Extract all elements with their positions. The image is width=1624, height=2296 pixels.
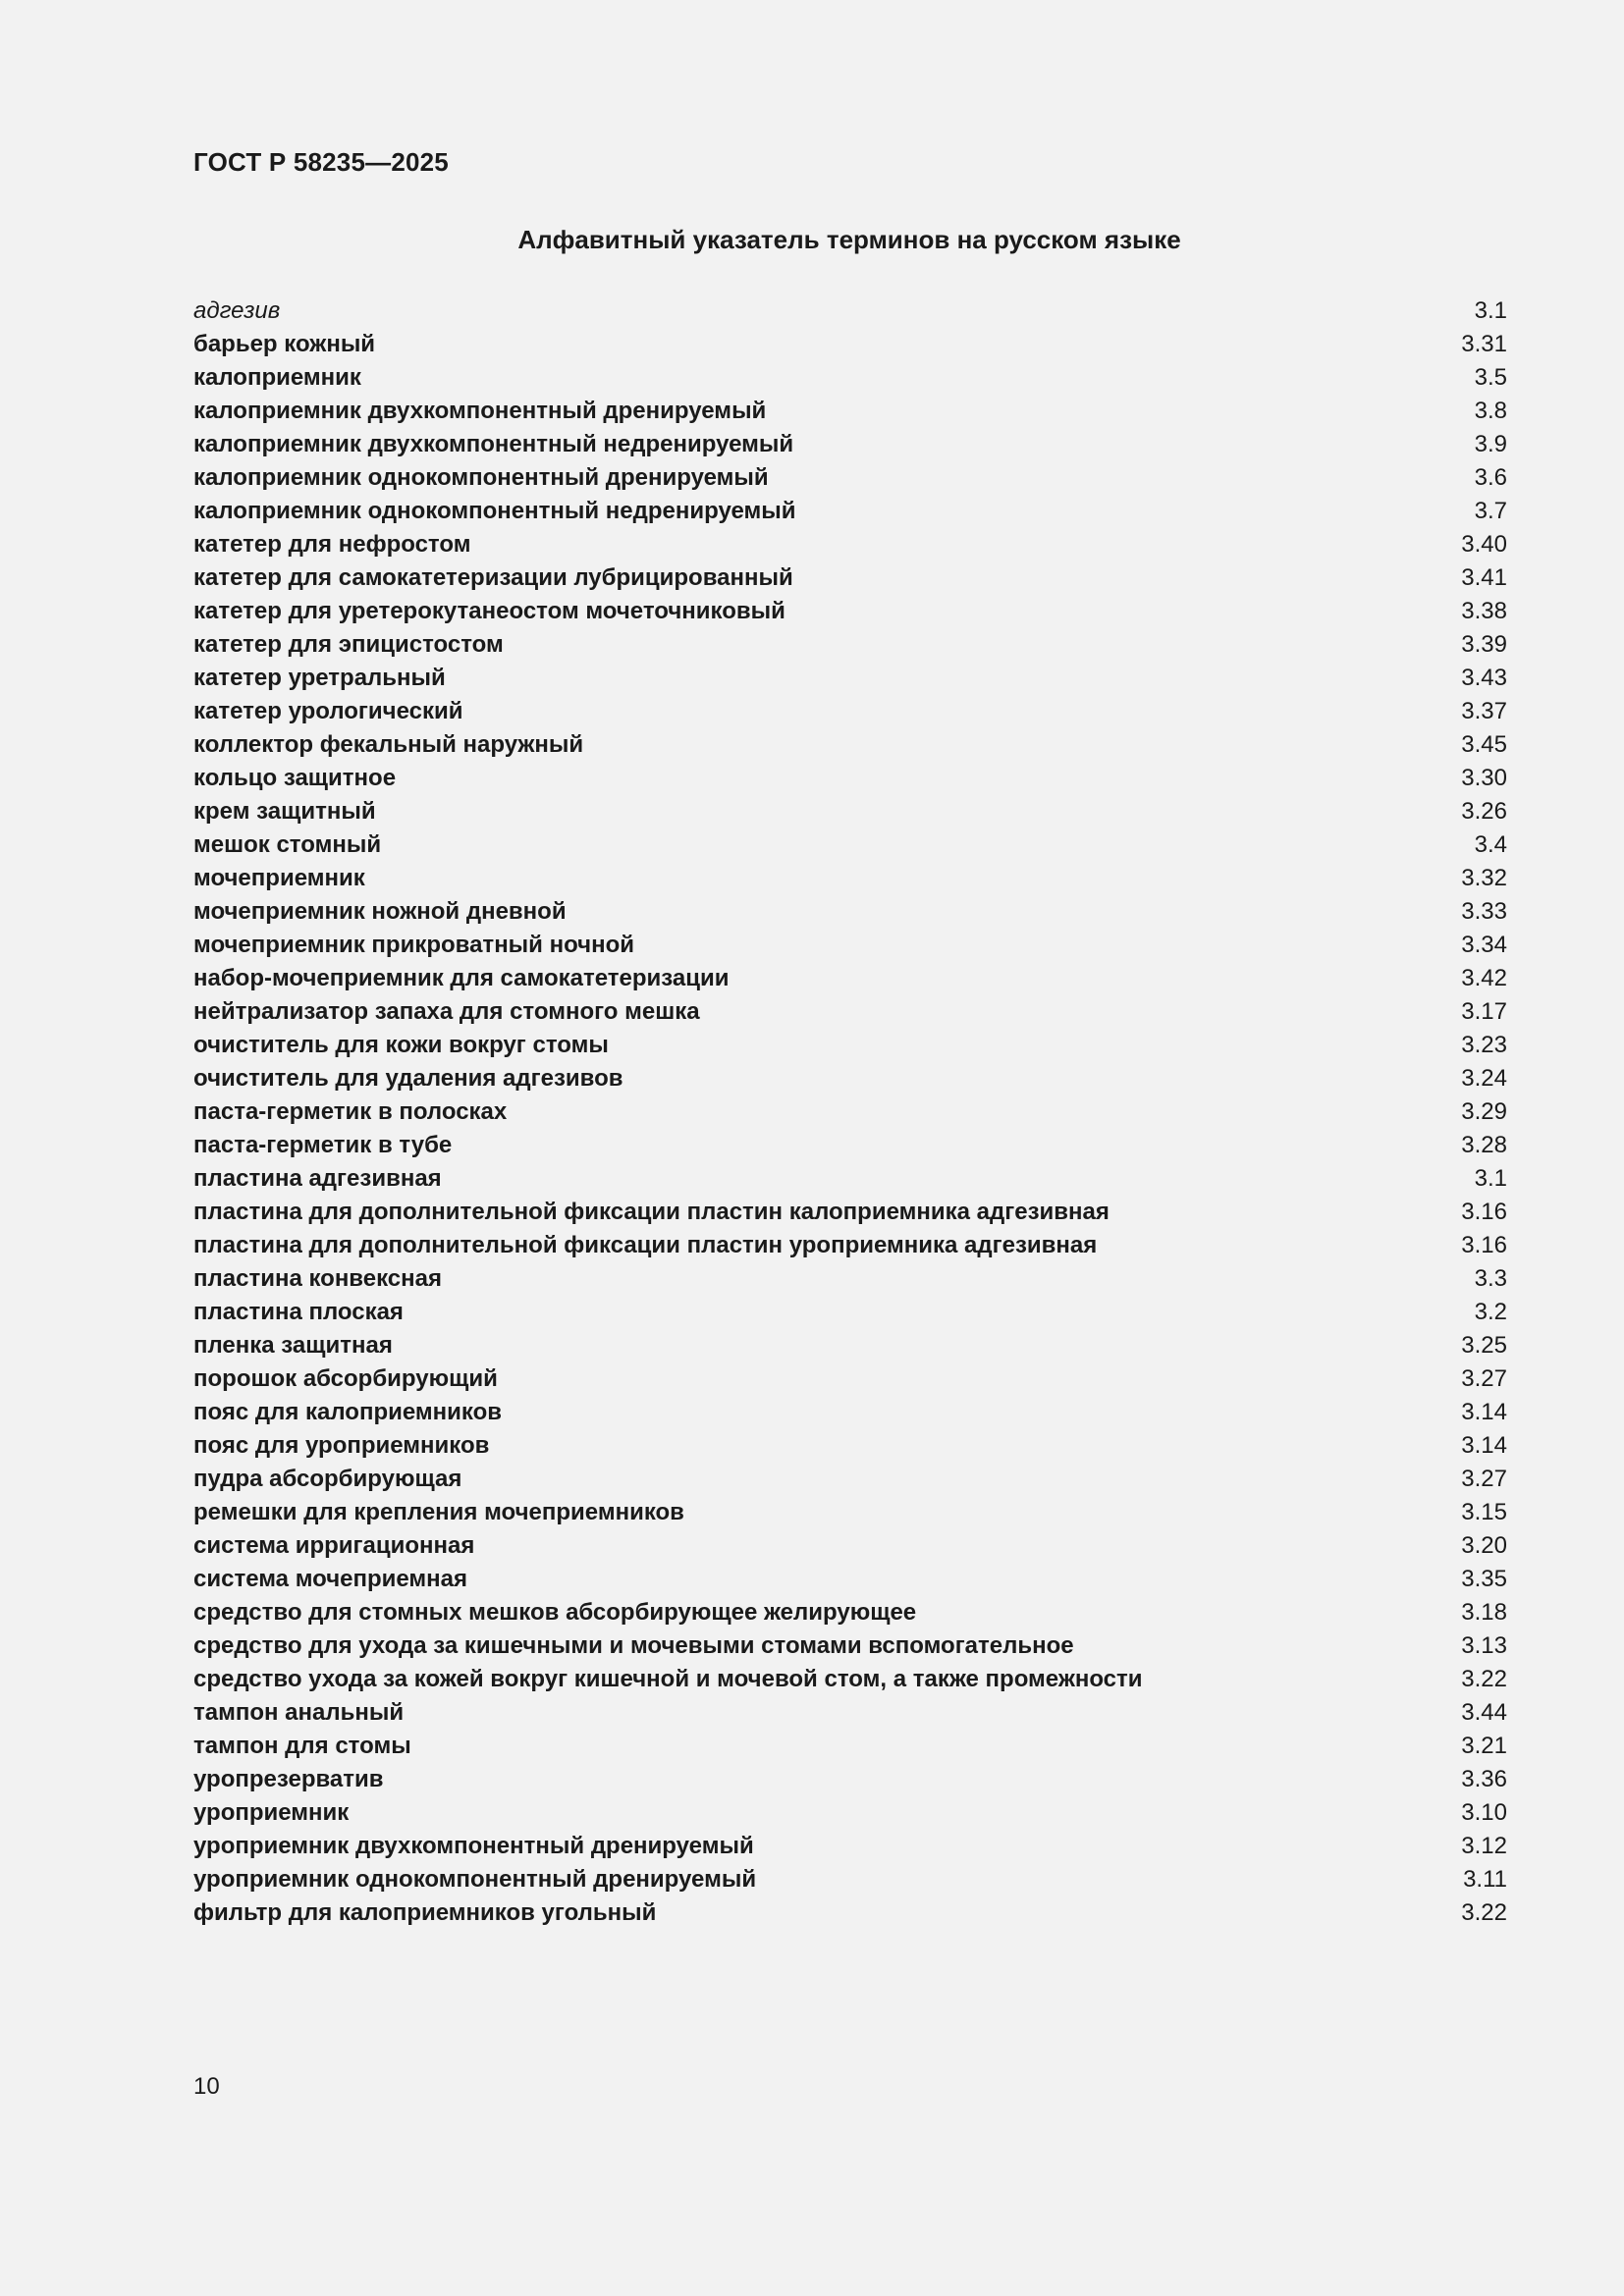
index-entry [193, 895, 1507, 929]
index-term: катетер для уретерокутанеостом мочеточниковый [193, 598, 785, 624]
index-reference: 3.42 [1461, 965, 1507, 991]
index-reference: 3.25 [1461, 1332, 1507, 1359]
index-reference: 3.38 [1461, 598, 1507, 624]
index-entry [193, 595, 1507, 628]
index-reference: 3.2 [1474, 1299, 1507, 1325]
index-term: калоприемник однокомпонентный недренируемый [193, 498, 796, 524]
index-term: пояс для уроприемников [193, 1432, 490, 1459]
index-term: порошок абсорбирующий [193, 1365, 498, 1392]
index-reference: 3.35 [1461, 1566, 1507, 1592]
index-entry [193, 1763, 1507, 1796]
index-reference: 3.20 [1461, 1532, 1507, 1559]
index-term: паста-герметик в полосках [193, 1098, 508, 1125]
index-entry [193, 1596, 1507, 1629]
index-entry [193, 828, 1507, 862]
index-reference: 3.1 [1474, 1165, 1507, 1192]
index-term: калоприемник однокомпонентный дренируемый [193, 464, 769, 491]
index-term: пластина для дополнительной фиксации пластин калоприемника адгезивная [193, 1199, 1110, 1225]
index-term: коллектор фекальный наружный [193, 731, 584, 758]
index-reference: 3.15 [1461, 1499, 1507, 1525]
index-entry [193, 662, 1507, 695]
index-term: пластина плоская [193, 1299, 404, 1325]
index-entry [193, 1796, 1507, 1830]
index-term: очиститель для кожи вокруг стомы [193, 1032, 609, 1058]
index-reference: 3.26 [1461, 798, 1507, 825]
index-entry [193, 328, 1507, 361]
index-reference: 3.40 [1461, 531, 1507, 558]
index-entry [193, 1229, 1507, 1262]
index-term: ремешки для крепления мочеприемников [193, 1499, 684, 1525]
index-entry [193, 1296, 1507, 1329]
index-reference: 3.6 [1474, 464, 1507, 491]
index-entry [193, 395, 1507, 428]
index-reference: 3.31 [1461, 331, 1507, 357]
index-entry [193, 1396, 1507, 1429]
index-term: уроприемник [193, 1799, 350, 1826]
index-entry [193, 1830, 1507, 1863]
index-reference: 3.18 [1461, 1599, 1507, 1626]
index-entry [193, 528, 1507, 561]
index-reference: 3.23 [1461, 1032, 1507, 1058]
index-entry [193, 929, 1507, 962]
index-reference: 3.1 [1474, 297, 1507, 324]
index-term: мочеприемник ножной дневной [193, 898, 567, 925]
index-reference: 3.43 [1461, 665, 1507, 691]
index-reference: 3.22 [1461, 1666, 1507, 1692]
index-term: паста-герметик в тубе [193, 1132, 453, 1158]
index-term: пластина для дополнительной фиксации пластин уроприемника адгезивная [193, 1232, 1098, 1258]
term-index-list [193, 294, 1507, 1930]
index-entry [193, 1029, 1507, 1062]
index-entry [193, 461, 1507, 495]
index-reference: 3.16 [1461, 1232, 1507, 1258]
index-reference: 3.4 [1474, 831, 1507, 858]
index-term: крем защитный [193, 798, 376, 825]
index-entry [193, 1496, 1507, 1529]
index-reference: 3.28 [1461, 1132, 1507, 1158]
index-term: катетер урологический [193, 698, 463, 724]
index-term: катетер для эпицистостом [193, 631, 504, 658]
index-entry [193, 695, 1507, 728]
index-entry [193, 1329, 1507, 1362]
index-entry [193, 862, 1507, 895]
index-term: пластина конвексная [193, 1265, 442, 1292]
index-entry [193, 995, 1507, 1029]
index-term: пленка защитная [193, 1332, 393, 1359]
index-term: мочеприемник [193, 865, 365, 891]
index-reference: 3.33 [1461, 898, 1507, 925]
index-entry [193, 1730, 1507, 1763]
index-term: катетер для самокатетеризации лубрицированный [193, 564, 793, 591]
index-term: система ирригационная [193, 1532, 475, 1559]
index-reference: 3.22 [1461, 1899, 1507, 1926]
index-entry [193, 1362, 1507, 1396]
index-term: уроприемник двухкомпонентный дренируемый [193, 1833, 754, 1859]
index-reference: 3.39 [1461, 631, 1507, 658]
index-entry [193, 1062, 1507, 1095]
index-term: кольцо защитное [193, 765, 397, 791]
index-term: фильтр для калоприемников угольный [193, 1899, 657, 1926]
index-term: набор-мочеприемник для самокатетеризации [193, 965, 730, 991]
index-term: катетер уретральный [193, 665, 446, 691]
index-reference: 3.11 [1463, 1866, 1507, 1893]
index-term: пояс для калоприемников [193, 1399, 503, 1425]
index-entry [193, 1696, 1507, 1730]
index-entry [193, 361, 1507, 395]
index-entry [193, 1663, 1507, 1696]
index-reference: 3.3 [1474, 1265, 1507, 1292]
index-entry [193, 962, 1507, 995]
index-term: уропрезерватив [193, 1766, 384, 1792]
index-reference: 3.45 [1461, 731, 1507, 758]
index-reference: 3.7 [1474, 498, 1507, 524]
index-entry [193, 1629, 1507, 1663]
index-reference: 3.21 [1461, 1733, 1507, 1759]
index-entry [193, 1162, 1507, 1196]
index-entry [193, 1196, 1507, 1229]
index-entry [193, 762, 1507, 795]
index-term: система мочеприемная [193, 1566, 468, 1592]
index-entry [193, 1863, 1507, 1896]
index-entry [193, 1129, 1507, 1162]
index-term: калоприемник двухкомпонентный дренируемый [193, 398, 767, 424]
index-reference: 3.9 [1474, 431, 1507, 457]
index-entry [193, 795, 1507, 828]
index-term: средство для стомных мешков абсорбирующее желирующее [193, 1599, 917, 1626]
index-term: пластина адгезивная [193, 1165, 442, 1192]
index-term: калоприемник двухкомпонентный недренируемый [193, 431, 794, 457]
index-term: средство ухода за кожей вокруг кишечной и мочевой стом, а также промежности [193, 1666, 1143, 1692]
index-entry [193, 628, 1507, 662]
index-reference: 3.27 [1461, 1365, 1507, 1392]
index-term: мешок стомный [193, 831, 382, 858]
index-entry [193, 1529, 1507, 1563]
index-term: пудра абсорбирующая [193, 1466, 462, 1492]
index-term: катетер для нефростом [193, 531, 471, 558]
index-entry [193, 1095, 1507, 1129]
index-entry [193, 428, 1507, 461]
index-entry [193, 1429, 1507, 1463]
index-reference: 3.24 [1461, 1065, 1507, 1092]
index-entry [193, 1463, 1507, 1496]
index-reference: 3.13 [1461, 1632, 1507, 1659]
index-reference: 3.10 [1461, 1799, 1507, 1826]
index-term: уроприемник однокомпонентный дренируемый [193, 1866, 757, 1893]
index-reference: 3.32 [1461, 865, 1507, 891]
index-entry [193, 561, 1507, 595]
index-reference: 3.5 [1474, 364, 1507, 391]
index-reference: 3.37 [1461, 698, 1507, 724]
document-header: ГОСТ Р 58235—2025 [193, 147, 449, 177]
page-number: 10 [193, 2073, 220, 2100]
index-term: мочеприемник прикроватный ночной [193, 932, 635, 958]
index-reference: 3.14 [1461, 1432, 1507, 1459]
index-reference: 3.12 [1461, 1833, 1507, 1859]
index-term: адгезив [193, 297, 281, 324]
index-reference: 3.16 [1461, 1199, 1507, 1225]
index-term: тампон анальный [193, 1699, 405, 1726]
index-reference: 3.41 [1461, 564, 1507, 591]
index-entry [193, 1262, 1507, 1296]
index-reference: 3.34 [1461, 932, 1507, 958]
index-entry [193, 294, 1507, 328]
index-term: барьер кожный [193, 331, 376, 357]
index-entry [193, 1563, 1507, 1596]
index-entry [193, 1896, 1507, 1930]
index-term: очиститель для удаления адгезивов [193, 1065, 623, 1092]
index-reference: 3.29 [1461, 1098, 1507, 1125]
index-reference: 3.8 [1474, 398, 1507, 424]
index-reference: 3.44 [1461, 1699, 1507, 1726]
index-reference: 3.14 [1461, 1399, 1507, 1425]
index-term: калоприемник [193, 364, 361, 391]
index-reference: 3.17 [1461, 998, 1507, 1025]
page-title: Алфавитный указатель терминов на русском языке [517, 225, 1181, 254]
index-entry [193, 728, 1507, 762]
index-entry [193, 495, 1507, 528]
index-reference: 3.36 [1461, 1766, 1507, 1792]
index-reference: 3.27 [1461, 1466, 1507, 1492]
index-term: нейтрализатор запаха для стомного мешка [193, 998, 700, 1025]
index-reference: 3.30 [1461, 765, 1507, 791]
index-term: средство для ухода за кишечными и мочевыми стомами вспомогательное [193, 1632, 1074, 1659]
index-term: тампон для стомы [193, 1733, 411, 1759]
